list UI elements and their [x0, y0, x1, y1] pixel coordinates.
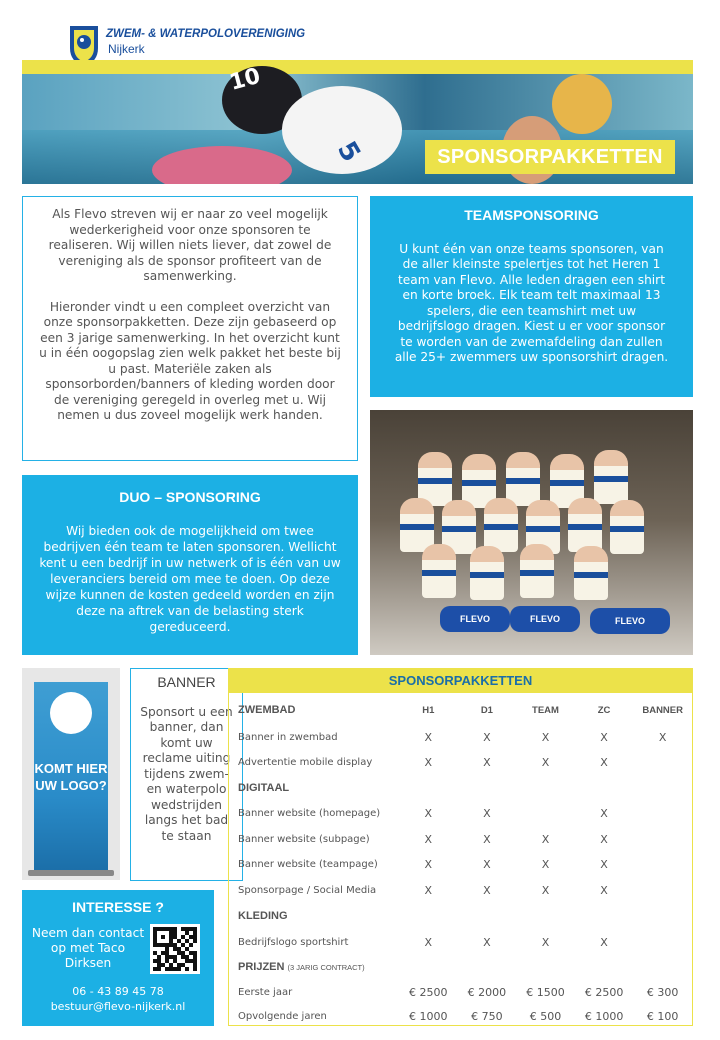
table-cell: H1 [422, 704, 435, 716]
table-cell: X [424, 730, 433, 744]
table-row [229, 851, 692, 877]
intro-paragraph-1: Als Flevo streven wij er naar zo veel mogelijk wederkerigheid voor onze sponsoren te realiseren. Wij willen niets liever, dat zowel de vereniging als de sponsor profiteert van de samenwerking. [48, 207, 332, 283]
club-city: Nijkerk [108, 42, 145, 56]
team-sponsoring-title: TEAMSPONSORING [464, 207, 599, 223]
intro-paragraph-2: Hieronder vindt u een compleet overzicht van onze sponsorpakketten. Deze zijn gebaseerd op een 3 jarige samenwerking. In het overzicht kunt u in één oogopslag zien welk pakket het beste bij u past. Materiële zaken als sponsorborden/banners of kleding worden door de vereniging geregeld in overleg met u. Wij nemen u dus zoveel mogelijk werk handen. [39, 299, 341, 422]
table-cell: BANNER [642, 704, 683, 716]
club-name: ZWEM- & WATERPOLOVERENIGING [106, 28, 306, 40]
table-cell: X [658, 730, 667, 744]
table-cell: X [541, 857, 550, 871]
row-label: DIGITAAL [238, 782, 290, 794]
table-cell: X [600, 832, 608, 846]
table-cell: X [424, 883, 433, 897]
table-section-row [229, 775, 692, 801]
svg-text:10: 10 [227, 63, 264, 96]
table-cell: X [600, 755, 608, 769]
table-cell: X [541, 730, 550, 744]
duo-sponsoring-text: Wij bieden ook de mogelijkheid om twee bedrijven één team te laten sponsoren. Wellicht kent u een bedrijf in uw netwerk of is één van uw leveranciers bereid om mee te doen. Op deze wijze kunnen de kosten gedeeld worden en zijn deze na aftrek van de belasting sterk gereduceerd. [39, 524, 341, 634]
table-cell: X [600, 883, 608, 897]
team-bag: FLEVO [510, 606, 580, 632]
banner-text: Sponsort u een banner, dan komt uw reclame uiting tijdens zwem- en waterpolo wedstrijden langs het bad te staan [140, 704, 233, 843]
hero-title: SPONSORPAKKETTEN [437, 145, 663, 168]
table-cell: X [483, 935, 491, 949]
table-cell: X [424, 857, 433, 871]
row-label: PRIJZEN [238, 961, 285, 973]
svg-text:5: 5 [330, 136, 366, 168]
table-cell: € 100 [646, 1009, 679, 1023]
table-cell: € 1500 [526, 985, 565, 999]
table-row [229, 724, 692, 750]
table-cell: X [541, 883, 550, 897]
table-cell: X [483, 730, 491, 744]
duo-sponsoring-title: DUO – SPONSORING [119, 489, 261, 505]
table-cell: X [600, 806, 608, 820]
row-label: Opvolgende jaren [238, 1010, 327, 1022]
packages-table [228, 668, 693, 1026]
contact-phone[interactable]: 06 - 43 89 45 78 [72, 985, 164, 998]
table-cell: € 2000 [467, 985, 507, 999]
row-label: Banner website (homepage) [238, 807, 381, 819]
row-label: ZWEMBAD [238, 704, 296, 716]
row-label: Advertentie mobile display [238, 756, 373, 768]
contact-email[interactable]: bestuur@flevo-nijkerk.nl [50, 1000, 186, 1013]
table-cell: X [483, 806, 491, 820]
table-section-row [229, 697, 692, 723]
table-cell: D1 [480, 704, 493, 716]
row-label: Banner in zwembad [238, 731, 338, 743]
table-cell: € 1000 [409, 1009, 448, 1023]
table-cell: € 2500 [584, 985, 624, 999]
qr-code[interactable] [150, 924, 200, 974]
row-label-wrap [229, 961, 399, 973]
banner-logo [50, 692, 92, 734]
table-cell: X [424, 935, 433, 949]
hero-banner [22, 60, 693, 184]
interest-title: INTERESSE ? [72, 899, 164, 915]
table-row [229, 800, 692, 826]
table-row [229, 1003, 692, 1029]
table-cell: X [541, 755, 550, 769]
table-cell: ZC [597, 704, 611, 716]
table-cell: X [483, 883, 491, 897]
table-cell: X [483, 755, 491, 769]
table-cell: X [483, 857, 491, 871]
banner-title: BANNER [157, 674, 216, 690]
table-cell: X [600, 935, 608, 949]
table-cell: X [424, 832, 433, 846]
table-cell: € 500 [529, 1009, 562, 1023]
table-row [229, 979, 692, 1005]
table-cell: € 300 [646, 985, 679, 999]
table-title: SPONSORPAKKETTEN [229, 669, 692, 693]
table-cell: € 2500 [409, 985, 448, 999]
row-label: Sponsorpage / Social Media [238, 884, 377, 896]
intro-box [22, 196, 358, 461]
team-sponsoring-box [370, 196, 693, 397]
row-label: Eerste jaar [238, 986, 293, 998]
table-cell: X [424, 755, 433, 769]
interest-text: Neem dan contact op met Taco Dirksen [31, 926, 145, 970]
row-note: (3 JARIG CONTRACT) [287, 963, 365, 972]
team-bag: FLEVO [590, 608, 670, 634]
table-cell: X [600, 857, 608, 871]
table-row [229, 749, 692, 775]
table-cell: € 1000 [584, 1009, 624, 1023]
team-bag: FLEVO [440, 606, 510, 632]
team-sponsoring-text: U kunt één van onze teams sponsoren, van de aller kleinste spelertjes tot het Heren 1 team van Flevo. Alle leden dragen een shirt en korte broek. Elk team telt maximaal 13 spelers, die een teamshirt met uw bedrijfslogo dragen. Kiest u er voor sponsor te worden van de zwemafdeling dan zullen alle 25+ zwemmers uw sponsorshirt dragen. [394, 241, 669, 364]
table-cell: X [541, 935, 550, 949]
interest-box [22, 890, 214, 1026]
table-cell: X [600, 730, 608, 744]
table-row [229, 929, 692, 955]
team-photo [370, 410, 693, 655]
banner-image-text: KOMT HIER UW LOGO? [34, 761, 108, 793]
table-section-row [229, 954, 692, 980]
table-row [229, 826, 692, 852]
table-cell: X [483, 832, 491, 846]
table-section-row [229, 903, 692, 929]
table-cell: € 750 [471, 1009, 503, 1023]
row-label: KLEDING [238, 910, 288, 922]
table-row [229, 877, 692, 903]
table-cell: X [424, 806, 433, 820]
table-cell: X [541, 832, 550, 846]
hero-title-box [425, 140, 675, 174]
row-label: Bedrijfslogo sportshirt [238, 936, 349, 948]
row-label: Banner website (teampage) [238, 858, 378, 870]
banner-box [130, 668, 243, 881]
row-label: Banner website (subpage) [238, 833, 370, 845]
duo-sponsoring-box [22, 475, 358, 655]
banner-image [22, 668, 120, 880]
table-cell: TEAM [532, 704, 559, 716]
